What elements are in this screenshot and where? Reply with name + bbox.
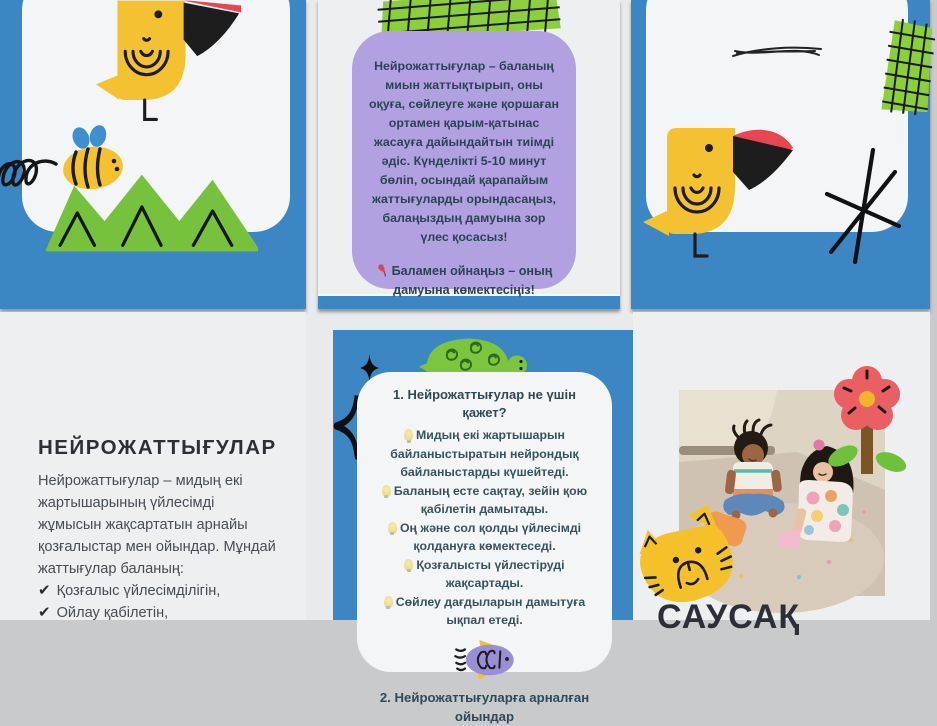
intro-text: Нейрожаттығулар – баланың миын жаттықтырып, оны оқуға, сөйлеуге және қоршаған ортамен қарым-қатынас жасауға дайындайтын тиімді әдіс. Күнделікті 5-10 минут бөліп, осындай қарапайым жаттығуларды орындасаңыз, балаңыздың дамуына зор үлес қосасыз! xyxy=(368,59,560,244)
benefit-item xyxy=(370,426,599,482)
benefit-item xyxy=(370,519,599,556)
benefit-item xyxy=(370,593,599,630)
lightbulb-icon xyxy=(382,485,391,497)
benefits-card xyxy=(357,372,612,724)
benefit-text: Мидың екі жартышарын байланыстыратын нейрондық байланыстарды күшейтеді. xyxy=(390,428,579,479)
cta-text: Баламен ойнаңыз – оның дамуына көмектесіңіз! xyxy=(391,264,553,297)
checklist-text: Ойлау қабілетін, xyxy=(56,605,169,621)
section-title: НЕЙРОЖАТТЫҒУЛАР xyxy=(38,436,277,459)
panel-bottom-right xyxy=(633,312,930,636)
benefit-text: Сөйлеу дағдыларын дамытуға ықпал етеді. xyxy=(395,594,586,627)
cta-line xyxy=(367,262,561,300)
benefit-item xyxy=(370,556,599,593)
body-text: Нейрожаттығулар – мидың екі жартышарының үйлесімді жұмысын жақсартатын арнайы қозғалыстар мен ойындар. Мұндай жаттығулар баланың: xyxy=(38,473,276,577)
question-1-title: 1. Нейрожаттығулар не үшін қажет? xyxy=(393,387,576,420)
lightbulb-icon xyxy=(404,559,413,571)
scribble-lines xyxy=(731,40,823,64)
pushpin-icon xyxy=(376,263,390,277)
panel-bottom-middle xyxy=(333,330,633,724)
lightbulb-icon xyxy=(404,429,413,441)
panel-top-right xyxy=(631,0,930,309)
lightbulb-icon xyxy=(384,596,393,608)
checklist-text: Қозғалыс үйлесімділігін, xyxy=(56,583,221,599)
asterisk-scribble xyxy=(823,148,903,264)
benefit-text: Оң және сол қолды үйлесімді қолдануға көмектеседі. xyxy=(399,520,582,553)
bird-illustration xyxy=(643,126,795,262)
question-2-title: 2. Нейрожаттығуларға арналған ойындар xyxy=(379,689,590,724)
section-title-cropped: САУСАҚ xyxy=(657,598,801,636)
panel-top-left xyxy=(0,0,306,309)
intro-text-box xyxy=(352,31,576,297)
fish-illustration xyxy=(454,638,516,682)
checkmark-icon: ✔ xyxy=(38,582,51,599)
lightbulb-icon xyxy=(388,522,397,534)
checkmark-icon: ✔ xyxy=(38,604,51,621)
benefit-text: Қозғалысты үйлестіруді жақсартады. xyxy=(416,557,565,590)
panel-bottom-left xyxy=(0,312,306,620)
checklist-item xyxy=(38,602,280,624)
tape-illustration xyxy=(881,18,937,116)
benefit-text: Баланың есте сақтау, зейін қою қабілетін дамытады. xyxy=(393,483,588,516)
bird-illustration xyxy=(96,0,244,126)
panel-top-middle xyxy=(318,0,620,309)
checklist-item xyxy=(38,580,280,602)
section-body xyxy=(38,470,280,624)
flower-illustration xyxy=(825,364,909,486)
benefit-item xyxy=(370,482,599,519)
mountains-illustration xyxy=(46,172,260,254)
